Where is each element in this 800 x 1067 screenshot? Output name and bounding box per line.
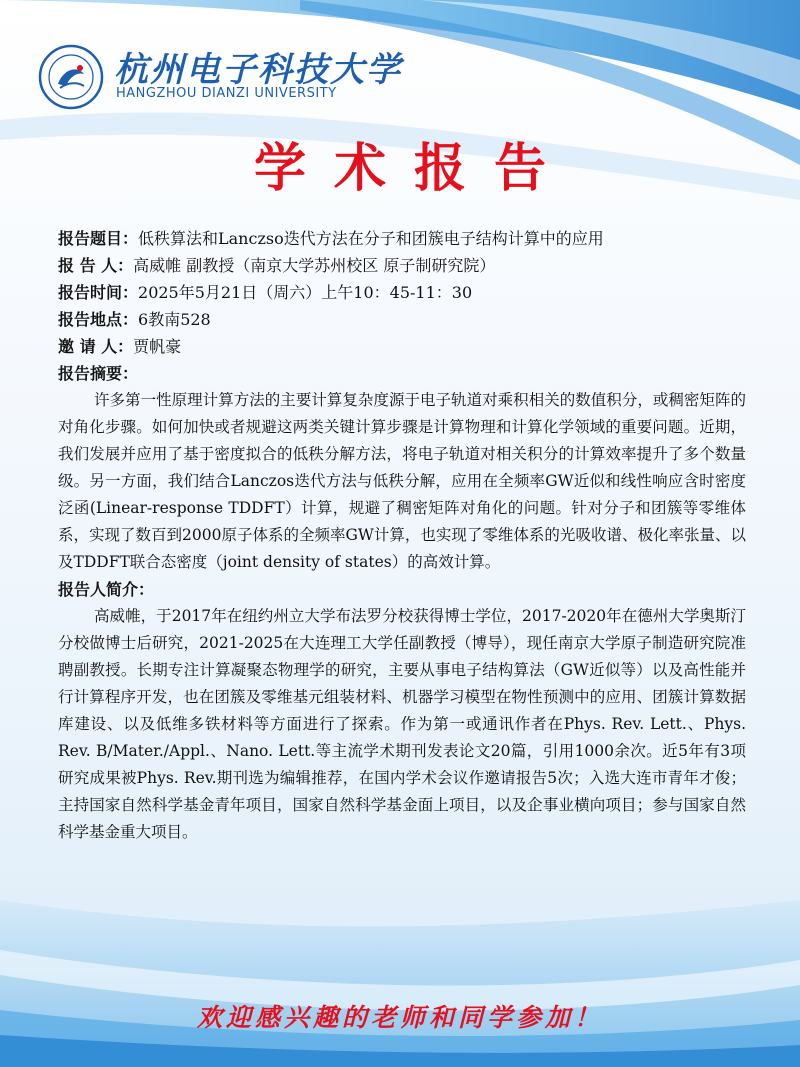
time-row <box>58 279 746 306</box>
topic-label: 报告题目： <box>58 229 139 248</box>
welcome-footer: 欢迎感兴趣的老师和同学参加！ <box>196 1003 603 1032</box>
report-content <box>58 225 746 846</box>
inviter-row <box>58 333 746 360</box>
time-label: 报告时间： <box>58 283 139 302</box>
speaker-row <box>58 252 746 279</box>
place-row <box>58 306 746 333</box>
time-value: 2025年5月21日（周六）上午10：45-11：30 <box>138 283 473 302</box>
university-seal-icon <box>38 44 104 110</box>
bio-text: 高威帷，于2017年在纽约州立大学布法罗分校获得博士学位，2017-2020年在德州大学奥斯汀分校做博士后研究，2021-2025在大连理工大学任副教授（博导），现任南京大学原子制造研究院准聘副教授。长期专注计算凝聚态物理学的研究，主要从事电子结构算法（GW近似等）以及高性能并行计算程序开发，也在团簇及零维基元组装材料、机器学习模型在物性预测中的应用、团簇计算数据库建设、以及低维多铁材料等方面进行了探索。作为第一或通讯作者在Phys. Rev. Lett.、Phys. Rev. B/Mater./Appl.、Nano. Lett.等主流学术期刊发表论文20篇，引用1000余次。近5年有3项研究成果被Phys. Rev.期刊选为编辑推荐，在国内学术会议作邀请报告5次；入选大连市青年才俊；主持国家自然科学基金青年项目，国家自然科学基金面上项目，以及企事业横向项目；参与国家自然科学基金重大项目。 <box>58 607 746 841</box>
inviter-value: 贾帆豪 <box>133 337 182 356</box>
abstract-heading-row <box>58 360 746 387</box>
inviter-label: 邀 请 人： <box>58 337 134 356</box>
university-name-en: HANGZHOU DIANZI UNIVERSITY <box>116 86 337 101</box>
place-label: 报告地点： <box>58 310 139 329</box>
bio-label: 报告人简介： <box>58 580 155 599</box>
abstract-label: 报告摘要： <box>58 364 139 383</box>
university-name-cn: 杭州电子科技大学 <box>114 50 402 90</box>
bio-heading-row <box>58 576 746 603</box>
page-title: 学术报告 <box>253 139 574 199</box>
topic-row <box>58 225 746 252</box>
topic-value: 低秩算法和Lanczso迭代方法在分子和团簇电子结构计算中的应用 <box>138 229 604 248</box>
abstract-text: 许多第一性原理计算方法的主要计算复杂度源于电子轨道对乘积相关的数值积分，或稠密矩阵的对角化步骤。如何加快或者规避这两类关键计算步骤是计算物理和计算化学领域的重要问题。近期，我们发展并应用了基于密度拟合的低秩分解方法，将电子轨道对相关积分的计算效率提升了多个数量级。另一方面，我们结合Lanczos迭代方法与低秩分解，应用在全频率GW近似和线性响应含时密度泛函(Linear-response TDDFT）计算，规避了稠密矩阵对角化的问题。针对分子和团簇等零维体系，实现了数百到2000原子体系的全频率GW计算，也实现了零维体系的光吸收谱、极化率张量、以及TDDFT联合态密度（joint density of states）的高效计算。 <box>58 391 746 571</box>
speaker-label: 报 告 人： <box>58 256 134 275</box>
speaker-value: 高威帷 副教授（南京大学苏州校区 原子制研究院） <box>133 256 496 275</box>
place-value: 6教南528 <box>138 310 211 329</box>
